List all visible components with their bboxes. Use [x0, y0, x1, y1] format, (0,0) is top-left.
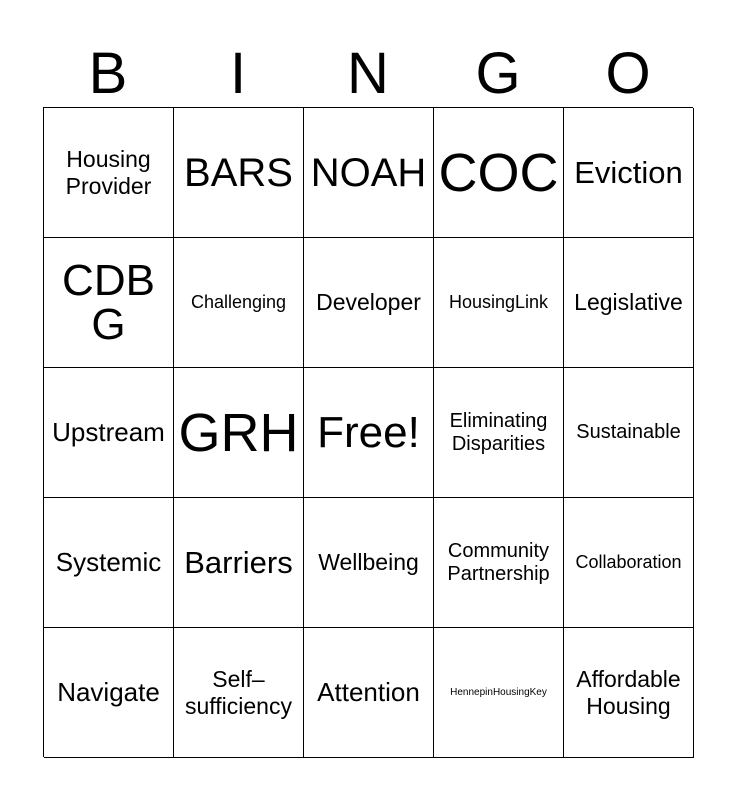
header-letter-n: N: [347, 41, 389, 106]
header-letter-g: G: [475, 41, 521, 106]
bingo-board: [43, 107, 693, 757]
bingo-cell[interactable]: Collaboration: [564, 498, 694, 628]
free-space-cell[interactable]: Free!: [304, 368, 434, 498]
bingo-cell[interactable]: Systemic: [44, 498, 174, 628]
bingo-cell[interactable]: CDBG: [44, 238, 174, 368]
bingo-cell[interactable]: Self– sufficiency: [174, 628, 304, 758]
bingo-cell[interactable]: NOAH: [304, 108, 434, 238]
header-letter-o: O: [605, 41, 651, 106]
bingo-cell[interactable]: Attention: [304, 628, 434, 758]
bingo-cell[interactable]: Challenging: [174, 238, 304, 368]
bingo-cell[interactable]: Upstream: [44, 368, 174, 498]
bingo-cell[interactable]: Wellbeing: [304, 498, 434, 628]
bingo-cell[interactable]: Navigate: [44, 628, 174, 758]
bingo-cell[interactable]: Community Partnership: [434, 498, 564, 628]
bingo-cell[interactable]: GRH: [174, 368, 304, 498]
bingo-cell[interactable]: HousingLink: [434, 238, 564, 368]
bingo-cell[interactable]: Housing Provider: [44, 108, 174, 238]
bingo-cell[interactable]: Affordable Housing: [564, 628, 694, 758]
bingo-cell[interactable]: HennepinHousingKey: [434, 628, 564, 758]
bingo-cell[interactable]: COC: [434, 108, 564, 238]
bingo-cell[interactable]: BARS: [174, 108, 304, 238]
bingo-cell[interactable]: Barriers: [174, 498, 304, 628]
header-letter-i: I: [229, 41, 247, 106]
bingo-cell[interactable]: Eviction: [564, 108, 694, 238]
bingo-cell[interactable]: Eliminating Disparities: [434, 368, 564, 498]
bingo-cell[interactable]: Sustainable: [564, 368, 694, 498]
bingo-cell[interactable]: Developer: [304, 238, 434, 368]
bingo-cell[interactable]: Legislative: [564, 238, 694, 368]
header-letter-b: B: [88, 41, 128, 106]
bingo-header: [43, 40, 693, 108]
